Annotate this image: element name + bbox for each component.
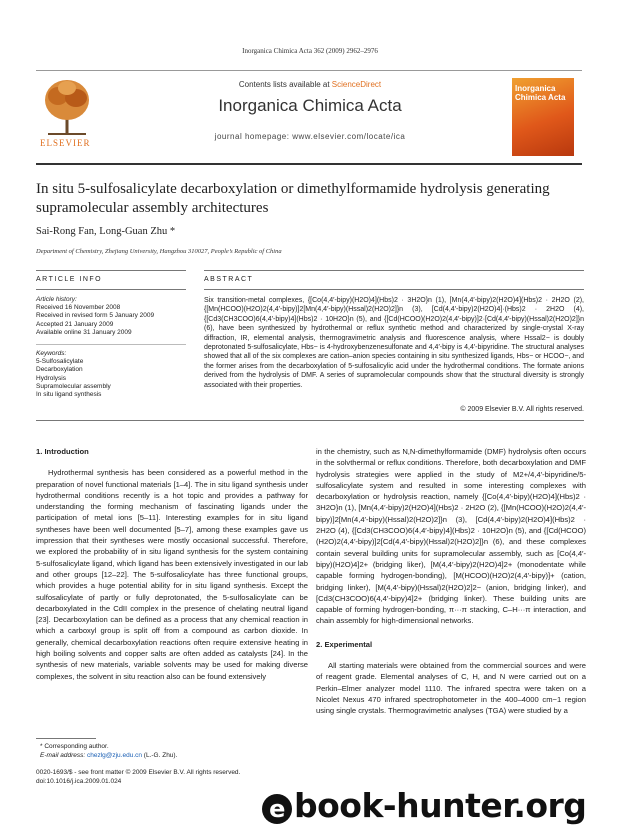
email-label: E-mail address: — [40, 752, 87, 759]
section-heading: 1. Introduction — [36, 447, 89, 456]
divider — [36, 289, 186, 290]
keywords-label: Keywords: — [36, 350, 67, 357]
paragraph: in the chemistry, such as N,N-dimethylformamide (DMF) hydrolysis often occurs in the solvthermal or reflux conditions. Therefore, both decarboxylation and DMF hydrolysis strategies were applied in the study of M2+/4,4′-bipyridine/5-sulfosalicylate system and resulted in some interesting complexes with decarboxylation or hydrolysis reaction, namely {[Co(4,4′-bipy)(H2O)4](Hbs)2 · 3H2O}n (1), [Mn(4,4′-bipy)2(H2O)4](Hbs)2 · 2H2O (2), {[Mn(HCOO)(H2O)2(4,4′-bipy)]2[Mn(4,4′-bipy)(Hssal)2(H2O)2]}n (3), [Cd(4,4′-bipy)2(H2O)4](Hbs)2 · 2H2O (4), {[Cd3(CH3COO)6(4,4′-bipy)4](Hbs)2 · 10H2O}n (5), and {[Cd(HCOO)(H2O)2(4,4′-bipy)]2[Cd(4,4′-bipy)(Hssal)2(H2O)2]}n (6), and these complexes contain several building units for supramolecular assembly, such as [Co(4,4′-bipy)(H2O)4]2+ (bridging liker), [M(4,4′-bipy)2(H2O)4]2+ (monodentate while capable forming hydrogen-bonding), [M(HCOO)(H2O)2(4,4′-bipy)]+ (cation, bridging linker), [M(4,4′-bipy)(Hssal)2(H2O)2]2− (anion, bridging linker), and [Cd3(CH3COO)6(4,4′-bipy)4]2+ (bridging linker). These building units are capable of forming hydrogen-bonding, π···π stacking, C–H···π interaction, and chain assembly for high-dimensional networks. — [316, 447, 586, 626]
keyword: Hydrolysis — [36, 374, 66, 382]
abstract-text: Six transition-metal complexes, {[Co(4,4′-bipy)(H2O)4](Hbs)2 · 3H2O}n (1), [Mn(4,4′-bipy)2(H2O)4](Hbs)2 · 2H2O (2), {[Mn(HCOO)(H2O)2(4,4′-bipy)]2[Mn(4,4′-bipy)(Hssal)2(H2O)2]}n (3), [Cd(4,4′-bipy)2(H2O)4]·(Hbs)2 · 2H2O (4), {[Cd3(CH3COO)6(4,4′-bipy)4](Hbs)2 · 10H2O}n (5), and {[Cd(HCOO)(H2O)2(4,4′-bipy)]2·[Cd(4,4′-bipy)(Hssal)2(H2O)2]}n (6), have been synthesized by hydrothermal or reflux synthetic method and characterized by single-crystal X-ray diffraction, IR, elemental analysis, thermogravimetric analysis and fluorescence analysis, where Hssal2− is doubly deprotonated 5-sulfosalicylate, Hbs− is 4-hydroxybenzenesulfonate and 4,4′-bipy is 4,4′-bipyridine. The structural analyses showed that all of the six complexes are cation–anion species containing in situ synthesized ligands, Hbs− or HCOO−, and the former arises from the decarboxylation of 5-sulfosalicylic acid under the hydrothermal conditions. The formate anions derived from the hydrolysis of DMF. A series of supramolecular compounds show that the structural diversity is strongly associated with their properties. — [204, 297, 584, 389]
history-label: Article history: — [36, 296, 77, 303]
contents-prefix: Contents lists available at — [238, 80, 332, 89]
email-suffix: (L.-G. Zhu). — [142, 752, 178, 759]
keyword: Supramolecular assembly — [36, 382, 111, 390]
abstract-copyright: © 2009 Elsevier B.V. All rights reserved. — [460, 406, 584, 413]
journal-cover-image — [512, 78, 574, 156]
sciencedirect-link[interactable]: ScienceDirect — [331, 80, 382, 89]
running-header: Inorganica Chimica Acta 362 (2009) 2962–2976 — [242, 47, 378, 55]
affiliation: Department of Chemistry, Zhejiang University, Hangzhou 310027, People’s Republic of China — [36, 248, 282, 255]
footnote — [40, 742, 300, 760]
history-item: Accepted 21 January 2009 — [36, 320, 114, 328]
history-item: Received 16 November 2008 — [36, 304, 121, 312]
article-authors: Sai-Rong Fan, Long-Guan Zhu * — [36, 226, 176, 237]
journal-title: Inorganica Chimica Acta — [218, 96, 402, 115]
email-link[interactable]: chezlg@zju.edu.cn — [86, 752, 142, 759]
introduction-section — [36, 446, 308, 682]
watermark-text: book-hunter.org — [294, 786, 587, 825]
divider — [204, 270, 584, 271]
keyword: Decarboxylation — [36, 366, 83, 374]
section-heading: 2. Experimental — [316, 639, 373, 649]
history-item: Available online 31 January 2009 — [36, 328, 132, 336]
journal-homepage[interactable]: journal homepage: www.elsevier.com/locate/ica — [214, 132, 406, 141]
keyword: 5-Sulfosalicylate — [36, 358, 84, 366]
article-title: In situ 5-sulfosalicylate decarboxylation or dimethylformamide hydrolysis generating supramolecular assembly architectures — [36, 181, 550, 216]
corresponding-note: * Corresponding author. — [40, 743, 109, 750]
divider — [204, 289, 584, 290]
article-history — [36, 296, 186, 337]
paragraph: All starting materials were obtained from the commercial sources and were of reagent grade. Elemental analyses of C, H, and N were carried out on a Perkin–Elmer analyzer model 1110. The infrared spectra were taken on a Nicolet Nexus 470 infrared spectrophotometer in the 400–4000 cm−1 region using single crystals. Thermogravimetric analyses (TGA) were studied by a — [316, 661, 586, 716]
watermark-e-icon: e — [262, 794, 292, 824]
email-line — [40, 751, 300, 760]
issn-line: 0020-1693/$ - see front matter © 2009 Elsevier B.V. All rights reserved. — [36, 769, 241, 776]
article-info-heading: ARTICLE INFO — [36, 276, 103, 283]
paragraph: Hydrothermal synthesis has been considered as a powerful method in the preparation of novel functional materials [1–4]. The in situ ligand synthesis under hydrothermal conditions recently is a hot topic and provides a pathway for understanding the forming mechanism of fascinating ligands under the participation of metal ions [5–11]. Interesting examples for in situ ligand syntheses have been well documented [5–7], among these examples gave us impression that their syntheses were mostly occasional successful. Therefore, we explored the probability of in situ ligand synthesis for the system containing 5-sulfosalicylate ligand, which ligand has been extensively investigated in our lab and other groups [12–22]. The 5-sulfosalicylate has three functional groups, which provides a huge potential ability for in situ ligand synthesis. Except the sulfosalicylate of partly or fully deprotonated, the 5-sulfosalicylate can be decarboxylated in the CdII complex in the presence of chelating neutral ligand [23]. Decarboxylation can be defined as a process that any chemical reaction in which a carboxyl group is split off from a compound as carbon dioxide. In generally, chemical decarboxylation reactions often require extensive heating in high boiling solvents and copper salts are often added as catalysts [24]. In the synthesis of new materials, variable solvents may be used for making diverse complexes, the solvent in situ reaction also can be found extensively — [36, 468, 308, 681]
divider — [36, 344, 186, 345]
doi-line: doi:10.1016/j.ica.2009.01.024 — [36, 778, 122, 785]
divider — [36, 270, 186, 271]
footnote-divider — [36, 738, 96, 739]
watermark — [262, 786, 586, 825]
publisher-wordmark: ELSEVIER — [40, 138, 91, 148]
history-item: Received in revised form 5 January 2009 — [36, 312, 155, 320]
introduction-continued — [316, 446, 586, 717]
keywords — [36, 350, 186, 399]
keyword: In situ ligand synthesis — [36, 391, 102, 399]
cover-title: Inorganica Chimica Acta — [515, 84, 566, 102]
abstract-heading: ABSTRACT — [204, 276, 254, 283]
divider — [36, 420, 584, 421]
front-matter — [36, 768, 336, 786]
